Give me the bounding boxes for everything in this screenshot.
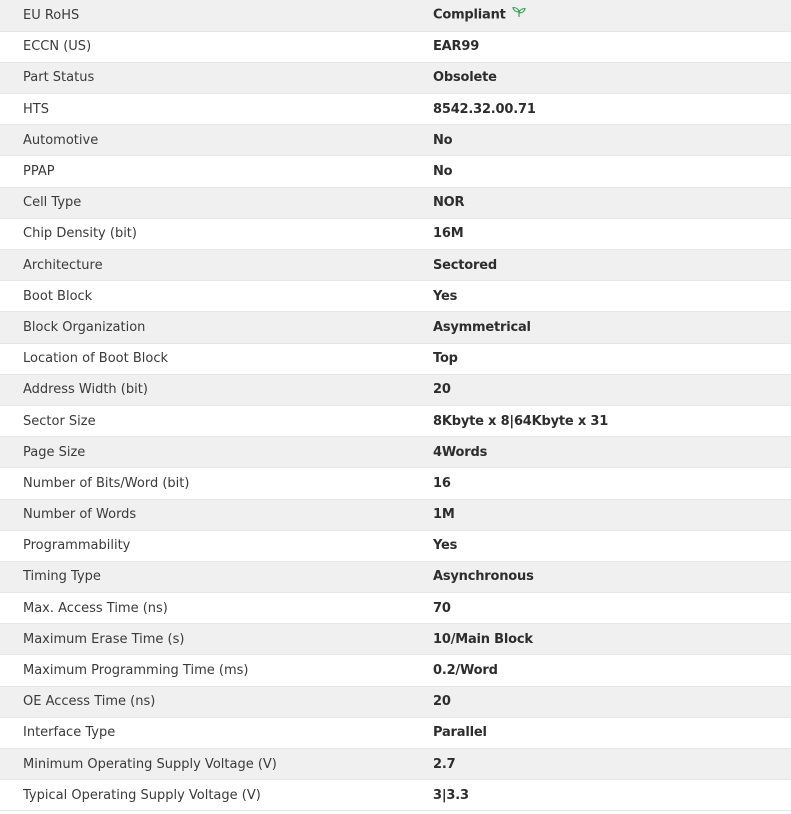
leaf-icon	[512, 6, 526, 22]
table-row	[0, 0, 791, 31]
spec-label: HTS	[0, 94, 433, 125]
spec-value: Yes	[433, 530, 791, 561]
table-row	[0, 218, 791, 249]
spec-label: Maximum Programming Time (ms)	[0, 655, 433, 686]
table-row	[0, 312, 791, 343]
spec-label: Address Width (bit)	[0, 374, 433, 405]
spec-value: 0.2/Word	[433, 655, 791, 686]
spec-label: Minimum Operating Supply Voltage (V)	[0, 749, 433, 780]
spec-label: Chip Density (bit)	[0, 218, 433, 249]
spec-value: No	[433, 125, 791, 156]
spec-label: Location of Boot Block	[0, 343, 433, 374]
spec-label: Page Size	[0, 437, 433, 468]
table-row	[0, 250, 791, 281]
spec-value: 20	[433, 686, 791, 717]
spec-label: Number of Words	[0, 499, 433, 530]
spec-value: Sectored	[433, 250, 791, 281]
spec-value: Yes	[433, 281, 791, 312]
spec-label: Max. Access Time (ns)	[0, 593, 433, 624]
table-row	[0, 156, 791, 187]
spec-value: EAR99	[433, 31, 791, 62]
table-row	[0, 281, 791, 312]
spec-label: Number of Bits/Word (bit)	[0, 468, 433, 499]
spec-label: Interface Type	[0, 717, 433, 748]
spec-value: NOR	[433, 187, 791, 218]
table-row	[0, 62, 791, 93]
spec-label: Typical Operating Supply Voltage (V)	[0, 780, 433, 811]
spec-label: Programmability	[0, 530, 433, 561]
spec-value: 10/Main Block	[433, 624, 791, 655]
table-row	[0, 125, 791, 156]
table-row	[0, 343, 791, 374]
spec-value-cell	[433, 0, 791, 31]
table-row	[0, 780, 791, 811]
spec-label: Cell Type	[0, 187, 433, 218]
table-row	[0, 405, 791, 436]
spec-value: 8542.32.00.71	[433, 94, 791, 125]
table-row	[0, 593, 791, 624]
table-row	[0, 655, 791, 686]
spec-value: Obsolete	[433, 62, 791, 93]
spec-label: Part Status	[0, 62, 433, 93]
table-row	[0, 499, 791, 530]
spec-label: Automotive	[0, 125, 433, 156]
spec-value: 70	[433, 593, 791, 624]
spec-label: Maximum Erase Time (s)	[0, 624, 433, 655]
spec-label: OE Access Time (ns)	[0, 686, 433, 717]
spec-value: Parallel	[433, 717, 791, 748]
spec-label: EU RoHS	[0, 0, 433, 31]
spec-label: Timing Type	[0, 561, 433, 592]
spec-label: Block Organization	[0, 312, 433, 343]
table-row	[0, 686, 791, 717]
spec-value: 3|3.3	[433, 780, 791, 811]
spec-value: Compliant	[433, 7, 506, 23]
spec-value: 16	[433, 468, 791, 499]
spec-value: 1M	[433, 499, 791, 530]
table-row	[0, 561, 791, 592]
table-row	[0, 31, 791, 62]
spec-value: 4Words	[433, 437, 791, 468]
table-row	[0, 374, 791, 405]
spec-value: Asymmetrical	[433, 312, 791, 343]
spec-value: Asynchronous	[433, 561, 791, 592]
table-row	[0, 624, 791, 655]
spec-label: PPAP	[0, 156, 433, 187]
table-row	[0, 468, 791, 499]
table-row	[0, 749, 791, 780]
spec-value: 20	[433, 374, 791, 405]
table-row	[0, 94, 791, 125]
table-row	[0, 187, 791, 218]
spec-value: No	[433, 156, 791, 187]
spec-value: 8Kbyte x 8|64Kbyte x 31	[433, 405, 791, 436]
spec-label: Architecture	[0, 250, 433, 281]
spec-label: Sector Size	[0, 405, 433, 436]
spec-value: 16M	[433, 218, 791, 249]
table-row	[0, 717, 791, 748]
spec-label: Boot Block	[0, 281, 433, 312]
table-row	[0, 530, 791, 561]
spec-label: ECCN (US)	[0, 31, 433, 62]
table-row	[0, 437, 791, 468]
spec-value: Top	[433, 343, 791, 374]
spec-value: 2.7	[433, 749, 791, 780]
